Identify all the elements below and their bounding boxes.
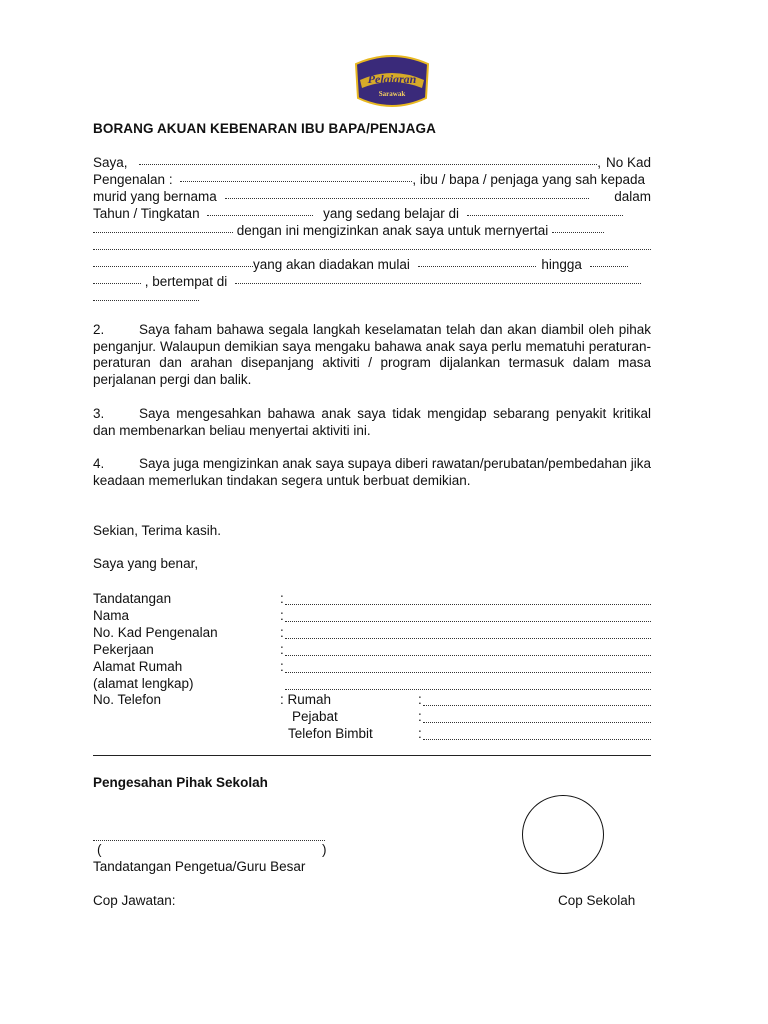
label-ibu-bapa: , ibu / bapa / penjaga yang sah kepada (412, 172, 646, 187)
label-belajar: yang sedang belajar di (323, 206, 459, 221)
label-no-kad: No Kad (605, 155, 651, 170)
paren-close: ) (322, 842, 327, 857)
label-kad: No. Kad Pengenalan (93, 625, 218, 640)
name-field[interactable] (139, 152, 597, 165)
principal-signature-field[interactable] (93, 828, 325, 841)
start-date-field[interactable] (418, 254, 536, 267)
clause-3 (93, 406, 651, 439)
intro-line-9 (93, 290, 651, 307)
label-pengenalan: Pengenalan : (93, 172, 173, 187)
clause-text: Saya juga mengizinkan anak saya supaya diberi rawatan/perubatan/pembedahan jika keadaan memerlukan tindakan segera untuk berbuat demikian. (93, 456, 651, 488)
form-title: BORANG AKUAN KEBENARAN IBU BAPA/PENJAGA (93, 121, 436, 136)
occupation-field[interactable] (285, 643, 651, 656)
pelajaran-sarawak-logo (352, 52, 432, 112)
label-mengizinkan: dengan ini mengizinkan anak saya untuk mernyertai (236, 223, 549, 238)
label-telefon: No. Telefon (93, 692, 162, 707)
paren-open: ( (97, 842, 102, 857)
year-field[interactable] (207, 203, 313, 216)
ic-number-field[interactable] (180, 169, 412, 182)
clause-number: 2. (93, 322, 105, 337)
activity-field-cont[interactable] (93, 237, 651, 250)
venue-field-cont[interactable] (93, 288, 199, 301)
colon: : (280, 659, 284, 674)
label-saya: Saya, (93, 155, 128, 170)
signature-field[interactable] (285, 592, 651, 605)
clause-text: Saya mengesahkan bahawa anak saya tidak mengidap sebarang penyakit kritikal dan membenarkan beliau menyertai aktiviti ini. (93, 406, 651, 438)
label-tahun: Tahun / Tingkatan (93, 206, 200, 221)
school-stamp-circle (522, 795, 604, 874)
school-field[interactable] (467, 203, 623, 216)
logo-subtext: Sarawak (378, 90, 406, 98)
label-pekerjaan: Pekerjaan (93, 642, 154, 657)
label-alamat-note: (alamat lengkap) (93, 676, 194, 691)
school-heading: Pengesahan Pihak Sekolah (93, 775, 268, 790)
student-name-field[interactable] (225, 186, 589, 199)
logo-text: Pelajaran (367, 72, 417, 86)
label-pejabat: Pejabat (292, 709, 338, 724)
label-alamat: Alamat Rumah (93, 659, 183, 674)
colon: : (418, 726, 422, 741)
label-bertempat: , bertempat di (144, 274, 228, 289)
label-bimbit: Telefon Bimbit (288, 726, 373, 741)
label-diadakan: yang akan diadakan mulai (253, 257, 410, 272)
cop-jawatan-label: Cop Jawatan: (93, 893, 176, 908)
colon: : (280, 642, 284, 657)
activity-field-cont2[interactable] (93, 254, 253, 267)
school-field-cont[interactable] (93, 220, 233, 233)
section-divider (93, 755, 651, 756)
label-nama: Nama (93, 608, 130, 623)
colon: : (280, 591, 284, 606)
clause-2 (93, 322, 651, 389)
clause-number: 3. (93, 406, 105, 421)
mobile-phone-field[interactable] (423, 727, 651, 740)
yours-text: Saya yang benar, (93, 556, 199, 571)
clause-4 (93, 456, 651, 489)
colon: : (280, 608, 284, 623)
label-dalam: dalam (614, 189, 651, 204)
parent-name-field[interactable] (285, 609, 651, 622)
office-phone-field[interactable] (423, 710, 651, 723)
label-murid: murid yang bernama (93, 189, 217, 204)
cop-sekolah-label: Cop Sekolah (558, 893, 636, 908)
label-rumah: : Rumah (280, 692, 332, 707)
colon: : (280, 625, 284, 640)
address-field[interactable] (285, 660, 651, 673)
closing-text: Sekian, Terima kasih. (93, 523, 222, 538)
label-hingga: hingga (541, 257, 582, 272)
end-date-field-cont[interactable] (93, 271, 141, 284)
clause-text: Saya faham bahawa segala langkah keselamatan telah dan akan diambil oleh pihak penganjur. Walaupun demikian saya mengaku bahawa anak saya perlu mematuhi peraturan-peraturan dan arahan disepanjang aktiviti / program dijalankan termasuk dalam masa perjalanan pergi dan balik. (93, 322, 651, 388)
end-date-field[interactable] (590, 254, 628, 267)
label-tandatangan: Tandatangan (93, 591, 172, 606)
colon: : (418, 692, 422, 707)
colon: : (418, 709, 422, 724)
clause-number: 4. (93, 456, 105, 471)
activity-field[interactable] (552, 220, 604, 233)
principal-signature-label: Tandatangan Pengetua/Guru Besar (93, 859, 306, 874)
home-phone-field[interactable] (423, 693, 651, 706)
address-field-cont[interactable] (285, 677, 651, 690)
venue-field[interactable] (235, 271, 641, 284)
intro-line-1: Saya, , No Kad (93, 154, 651, 171)
parent-ic-field[interactable] (285, 626, 651, 639)
